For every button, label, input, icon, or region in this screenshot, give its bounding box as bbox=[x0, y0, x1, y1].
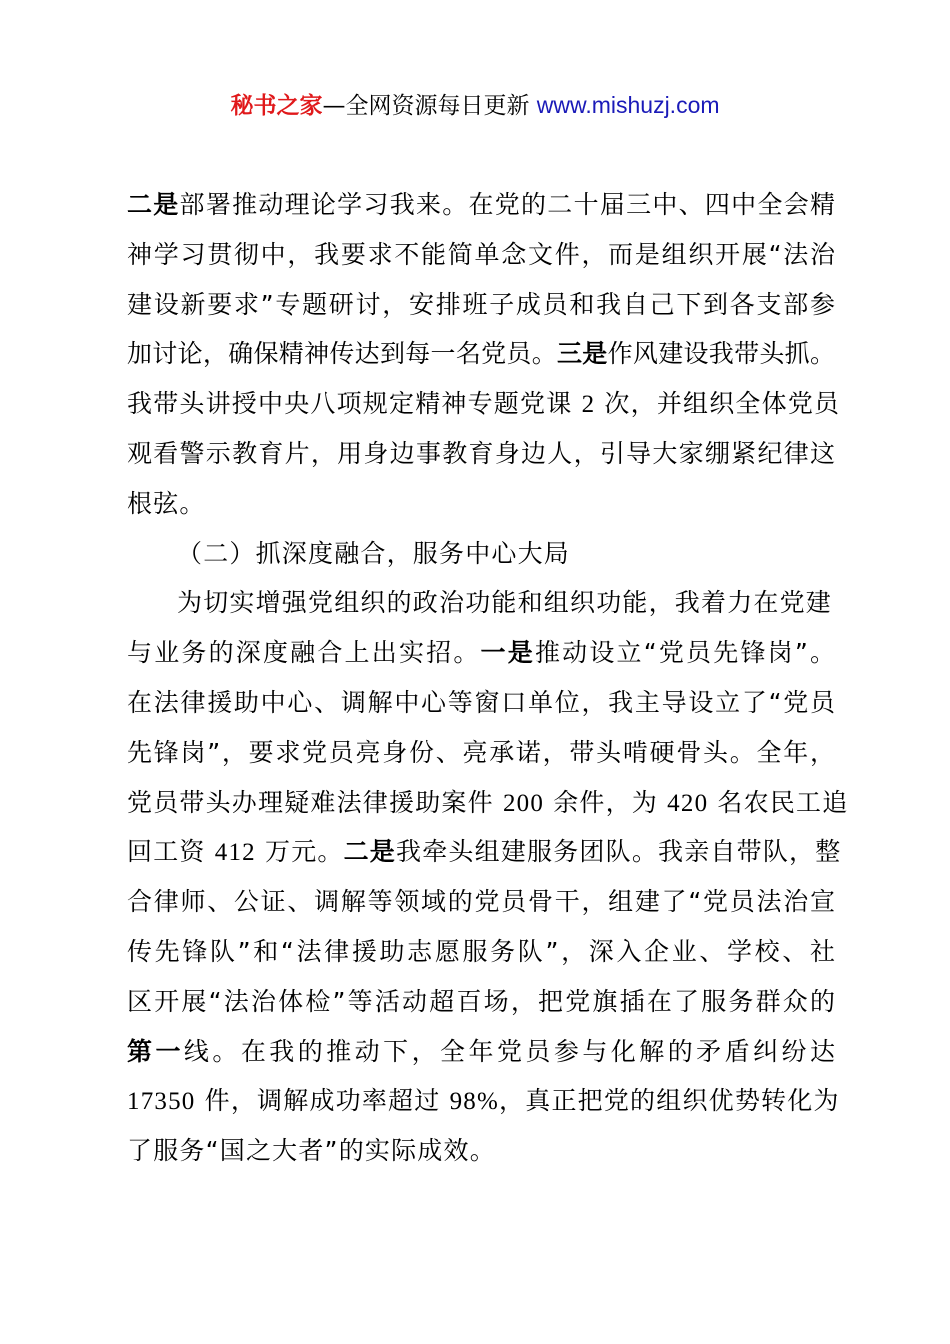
bold-text: 第一 bbox=[127, 1036, 184, 1066]
number: 17350 bbox=[127, 1088, 196, 1116]
line-text: ，真正把党的组织优势转化为 bbox=[499, 1086, 840, 1116]
paragraph-line: 区开展“法治体检”等活动超百场，把党旗插在了服务群众的 bbox=[127, 986, 835, 1016]
number: 412 bbox=[214, 839, 256, 867]
bold-ordinal: 二是 bbox=[343, 837, 397, 867]
paragraph-line bbox=[127, 180, 835, 230]
line-text: 与业务的深度融合上出实招。 bbox=[127, 638, 481, 668]
line-text: 我带头讲授中央八项规定精神专题党课 bbox=[127, 389, 582, 419]
number: 2 bbox=[581, 391, 596, 419]
line-text: 余件，为 bbox=[544, 787, 668, 817]
paragraph-line: 为切实增强党组织的政治功能和组织功能，我着力在党建 bbox=[177, 588, 833, 618]
bold-ordinal: 一是 bbox=[480, 638, 535, 668]
number: 420 bbox=[667, 789, 709, 817]
paragraph-line: 在法律援助中心、调解中心等窗口单位，我主导设立了“党员 bbox=[127, 687, 835, 717]
page-header bbox=[0, 88, 950, 123]
brand-name: 秘书之家 bbox=[230, 93, 323, 119]
line-text: 万元。 bbox=[255, 837, 344, 867]
paragraph-line: 传先锋队”和“法律援助志愿服务队”，深入企业、学校、社 bbox=[127, 936, 835, 966]
line-text: 我牵头组建服务团队。我亲自带队，整 bbox=[396, 837, 842, 867]
paragraph-line bbox=[127, 628, 835, 678]
bold-ordinal: 三是 bbox=[557, 339, 608, 369]
paragraph-line: 合律师、公证、调解等领域的党员骨干，组建了“党员法治宣 bbox=[127, 887, 835, 917]
line-text: 推动设立“党员先锋岗”。 bbox=[534, 638, 835, 668]
line-text: 党员带头办理疑难法律援助案件 bbox=[127, 787, 503, 817]
line-text: 回工资 bbox=[127, 837, 215, 867]
paragraph-line bbox=[127, 1027, 835, 1077]
paragraph-line bbox=[127, 778, 849, 828]
number: 200 bbox=[502, 789, 545, 817]
line-text: 名农民工追 bbox=[708, 787, 849, 817]
paragraph-line: 建设新要求”专题研讨，安排班子成员和我自己下到各支部参 bbox=[127, 289, 835, 319]
paragraph-line: 观看警示教育片，用身边事教育身边人，引导大家绷紧纪律这 bbox=[127, 438, 835, 468]
line-text: 作风建设我带头抓。 bbox=[607, 339, 835, 369]
paragraph-line bbox=[127, 329, 835, 379]
paragraph-line: 根弦。 bbox=[127, 488, 206, 518]
paragraph-line bbox=[127, 379, 841, 429]
line-text: 件，调解成功率超过 bbox=[195, 1086, 450, 1116]
paragraph-line: 了服务“国之大者”的实际成效。 bbox=[127, 1136, 496, 1166]
number: 98% bbox=[449, 1088, 500, 1116]
document-body bbox=[127, 180, 849, 1176]
line-text: 线。在我的推动下，全年党员参与化解的矛盾纠纷达 bbox=[183, 1036, 835, 1066]
section-heading: （二）抓深度融合，服务中心大局 bbox=[177, 538, 571, 568]
site-url-link[interactable]: www.mishuzj.com bbox=[536, 92, 720, 118]
bold-ordinal: 二是 bbox=[127, 190, 180, 219]
header-tagline: —全网资源每日更新 bbox=[322, 93, 537, 119]
paragraph-line bbox=[127, 1076, 840, 1126]
paragraph-line bbox=[127, 827, 842, 877]
paragraph-line: 神学习贯彻中，我要求不能简单念文件，而是组织开展“法治 bbox=[127, 239, 835, 269]
line-text: 加讨论，确保精神传达到每一名党员。 bbox=[127, 339, 558, 369]
line-text: 部署推动理论学习我来。在党的二十届三中、四中全会精 bbox=[179, 190, 835, 219]
paragraph-line: 先锋岗”，要求党员亮身份、亮承诺，带头啃硬骨头。全年， bbox=[127, 737, 835, 767]
line-text: 次，并组织全体党员 bbox=[595, 389, 841, 419]
